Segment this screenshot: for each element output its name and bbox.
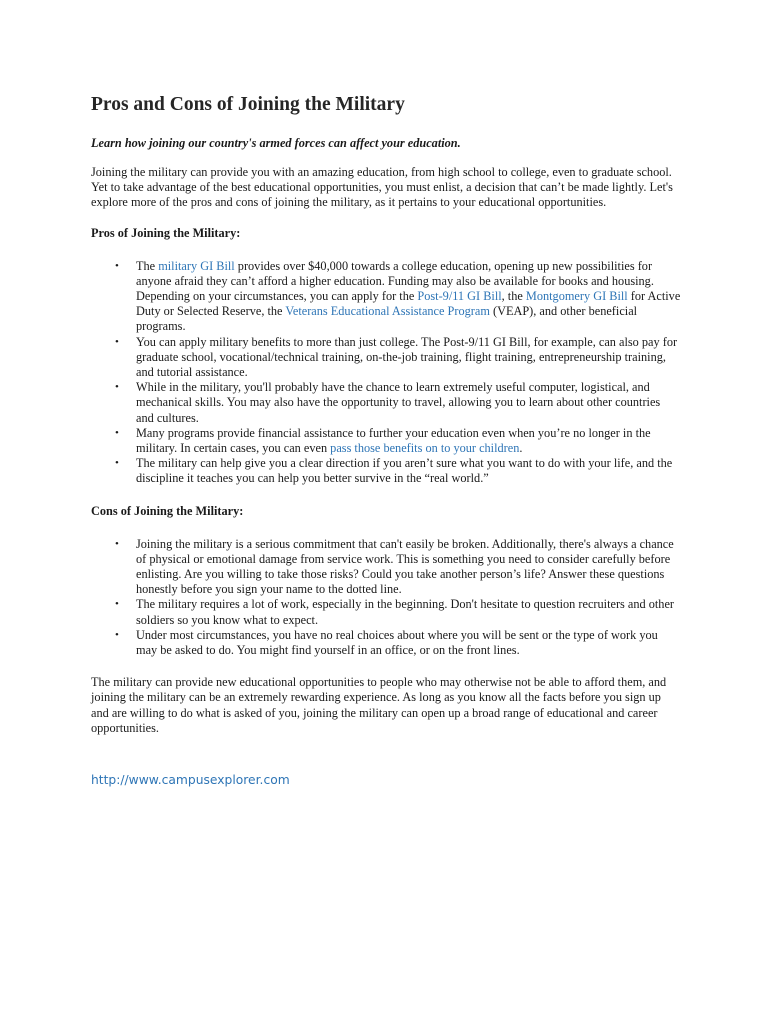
pros-heading: Pros of Joining the Military: xyxy=(91,225,241,240)
bullet-icon: • xyxy=(115,426,119,439)
conclusion-paragraph: The military can provide new educational opportunities to people who may otherwise not be able to afford them, and joining the military can be an extremely rewarding experience. As long as you know all the facts before you sign up and are willing to do what is asked of you, joining the military can open up a broad range of educational and career opportunities. xyxy=(91,675,667,735)
item-text: provides over $40,000 towards a college education, opening up new possibilities for anyone afraid they can’t afford a higher education. Funding may also be available for books and housing. Depending on your circumstances, you can apply for the xyxy=(136,258,654,304)
bullet-icon: • xyxy=(115,598,119,611)
military-gi-bill-link[interactable]: military GI Bill xyxy=(158,258,235,273)
page-subtitle: Learn how joining our country's armed forces can affect your education. xyxy=(91,136,461,150)
bullet-icon: • xyxy=(115,628,119,641)
list-item xyxy=(91,426,681,456)
pros-list xyxy=(91,259,681,487)
cons-list xyxy=(91,537,681,659)
list-item xyxy=(91,380,681,426)
list-item xyxy=(91,456,681,486)
bullet-icon: • xyxy=(115,381,119,394)
list-item xyxy=(91,628,681,658)
montgomery-gi-bill-link[interactable]: Montgomery GI Bill xyxy=(525,289,628,304)
intro-paragraph: Joining the military can provide you with an amazing education, from high school to college, even to graduate school. Yet to take advantage of the best educational opportunities, you must enlist, a decision that can’t be made lightly. Let's explore more of the pros and cons of joining the military, as it pertains to your educational opportunities. xyxy=(91,165,673,210)
item-text: You can apply military benefits to more than just college. The Post-9/11 GI Bill, for example, can also pay for graduate school, vocational/technical training, on-the-job training, flight training, entrepreneurship training, and tutorial assistance. xyxy=(136,334,678,380)
bullet-icon: • xyxy=(115,537,119,550)
item-text: The xyxy=(136,258,159,273)
item-text: for Active Duty or Selected Reserve, the xyxy=(136,289,681,319)
list-item xyxy=(91,597,681,627)
bullet-icon: • xyxy=(115,259,119,272)
item-text: Under most circumstances, you have no real choices about where you will be sent or the type of work you may be asked to do. You might find yourself in an office, or on the front lines. xyxy=(136,627,658,658)
item-text: While in the military, you'll probably have the chance to learn extremely useful computer, logistical, and mechanical skills. You may also have the opportunity to travel, allowing you to learn about other countries and cultures. xyxy=(136,380,661,425)
cons-heading: Cons of Joining the Military: xyxy=(91,503,244,518)
item-text: , the xyxy=(501,289,526,304)
bullet-icon: • xyxy=(115,457,119,470)
pass-benefits-link[interactable]: pass those benefits on to your children xyxy=(330,441,520,456)
source-url-link[interactable]: http://www.campusexplorer.com xyxy=(91,773,290,788)
item-text: The military can help give you a clear direction if you aren’t sure what you want to do with your life, and the discipline it teaches you can help you better survive in the “real world.” xyxy=(136,456,673,486)
post-911-gi-bill-link[interactable]: Post-9/11 GI Bill xyxy=(417,289,502,304)
item-text: Many programs provide financial assistance to further your education even when you’re no longer in the military. In certain cases, you can even xyxy=(136,425,651,456)
item-text: The military requires a lot of work, especially in the beginning. Don't hesitate to question recruiters and other soldiers so you know what to expect. xyxy=(136,597,675,627)
veap-link[interactable]: Veterans Educational Assistance Program xyxy=(285,304,490,319)
item-text: (VEAP), and other beneficial programs. xyxy=(136,304,638,334)
item-text: Joining the military is a serious commitment that can't easily be broken. Additionally, there's always a chance of physical or emotional damage from service work. This is something you need to consider carefully before enlisting. Are you willing to take those risks? Could you take another person’s life? Answer these questions honestly before you sign your name to the dotted line. xyxy=(136,536,674,597)
bullet-icon: • xyxy=(115,335,119,348)
list-item xyxy=(91,335,681,381)
list-item xyxy=(91,259,681,335)
list-item xyxy=(91,537,681,598)
page-title: Pros and Cons of Joining the Military xyxy=(91,94,405,115)
document-page xyxy=(91,93,681,789)
item-text: . xyxy=(519,441,523,456)
